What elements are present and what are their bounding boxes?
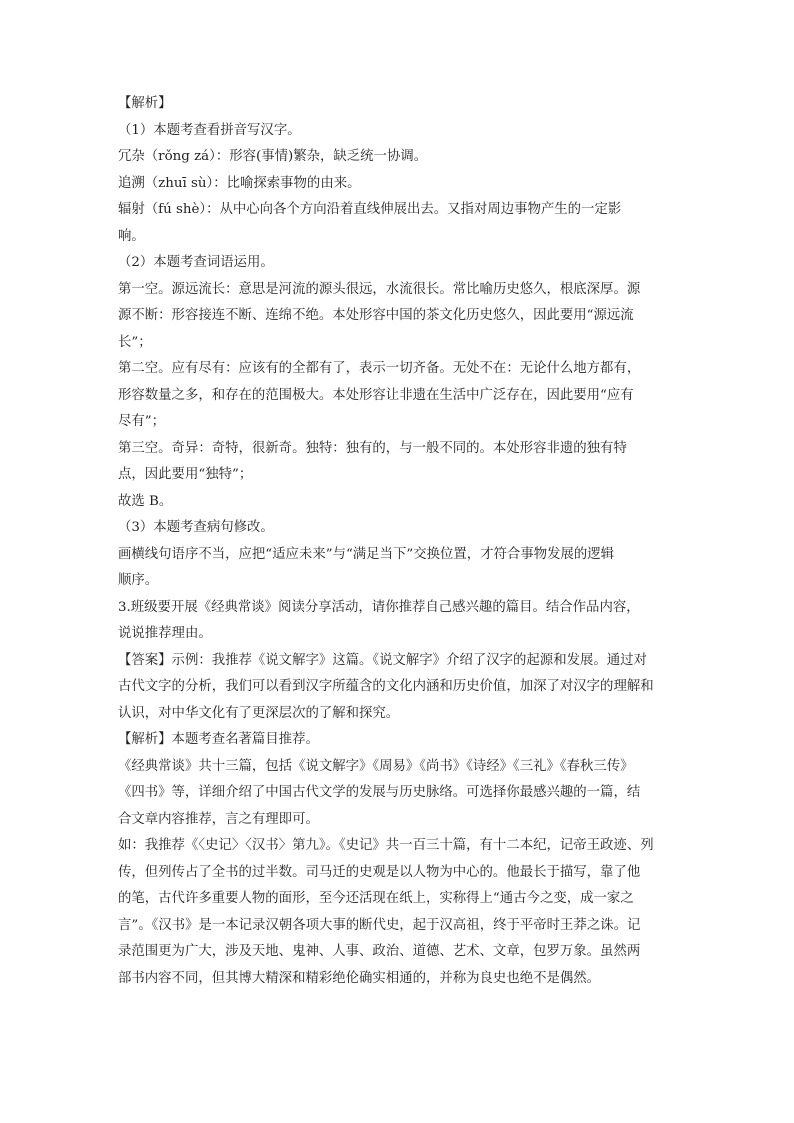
- answer-choice: 故选 B。: [118, 493, 173, 509]
- question-part-3-heading: （3）本题考查病句修改。: [118, 520, 274, 535]
- paragraph-line: 部书内容不同，但其博大精深和精彩绝伦确实相通的，并称为良史也绝不是偶然。: [118, 970, 601, 986]
- section-heading-analysis: 【解析】: [118, 96, 172, 111]
- paragraph-line: 画横线句语序不当，应把“适应未来”与“满足当下”交换位置，才符合事物发展的逻辑: [118, 546, 615, 562]
- term-definition: 冗杂（rǒng zá）：形容(事情)繁杂，缺乏统一协调。: [118, 149, 428, 164]
- paragraph-line: 源不断：形容接连不断、连绵不绝。本处形容中国的茶文化历史悠久，因此要用“源远流: [118, 308, 634, 323]
- paragraph-line: 《四书》等，详细介绍了中国古代文学的发展与历史脉络。可选择你最感兴趣的一篇，结: [118, 785, 641, 800]
- document-body: [118, 91, 682, 992]
- question-part-2-heading: （2）本题考查词语运用。: [118, 255, 274, 270]
- analysis-heading: 【解析】本题考查名著篇目推荐。: [118, 732, 319, 747]
- paragraph-line: 形容数量之多，和存在的范围极大。本处形容让非遗在生活中广泛存在，因此要用“应有: [118, 387, 634, 403]
- term-definition: 追溯（zhuī sù）：比喻探索事物的由来。: [118, 175, 361, 191]
- paragraph-line: 第二空。应有尽有：应该有的全都有了，表示一切齐备。无处不在：无论什么地方都有，: [118, 361, 641, 376]
- paragraph-line: 第三空。奇异：奇特，很新奇。独特：独有的，与一般不同的。本处形容非遗的独有特: [118, 440, 627, 456]
- paragraph-line: 点，因此要用“独特”；: [118, 467, 253, 482]
- paragraph-line: 第一空。源远流长：意思是河流的源头很远，水流很长。常比喻历史悠久，根底深厚。源: [118, 281, 641, 297]
- answer-line: 【答案】示例：我推荐《说文解字》这篇。《说文解字》介绍了汉字的起源和发展。通过对: [118, 652, 647, 668]
- question-3-prompt: 3.班级要开展《经典常谈》阅读分享活动，请你推荐自己感兴趣的篇目。结合作品内容，: [118, 599, 640, 615]
- term-definition: 辐射（fú shè）：从中心向各个方向沿着直线伸展出去。又指对周边事物产生的一定影: [118, 202, 622, 217]
- answer-line: 认识，对中华文化有了更深层次的了解和探究。: [118, 705, 400, 721]
- paragraph-line: 的笔，古代许多重要人物的面形，至今还活现在纸上，实称得上“通古今之变，成一家之: [118, 891, 634, 906]
- answer-line: 古代文字的分析，我们可以看到汉字所蕴含的文化内涵和历史价值，加深了对汉字的理解和: [118, 679, 654, 694]
- paragraph-line: 录范围更为广大，涉及天地、鬼神、人事、政治、道德、艺术、文章，包罗万象。虽然两: [118, 944, 641, 959]
- paragraph-line: 《经典常谈》共十三篇，包括《说文解字》《周易》《尚书》《诗经》《三礼》《春秋三传》: [118, 758, 634, 774]
- paragraph-line: 如：我推荐《〈史记〉〈汉书〉第九》。《史记》共一百三十篇，有十二本纪，记帝王政迹、列: [118, 838, 654, 853]
- paragraph-line: 传，但列传占了全书的过半数。司马迁的史观是以人物为中心的。他最长于描写，靠了他: [118, 864, 641, 880]
- paragraph-line: 合文章内容推荐，言之有理即可。: [118, 811, 319, 827]
- paragraph-line: 长”；: [118, 334, 152, 350]
- paragraph-line: 顺序。: [118, 573, 159, 588]
- paragraph-line: 尽有”；: [118, 414, 166, 429]
- question-part-1-heading: （1）本题考查看拼音写汉字。: [118, 122, 301, 138]
- question-3-prompt: 说说推荐理由。: [118, 626, 212, 641]
- paragraph-line: 言”。《汉书》是一本记录汉朝各项大事的断代史，起于汉高祖，终于平帝时王莽之诛。记: [118, 917, 641, 933]
- term-definition-continued: 响。: [118, 228, 145, 244]
